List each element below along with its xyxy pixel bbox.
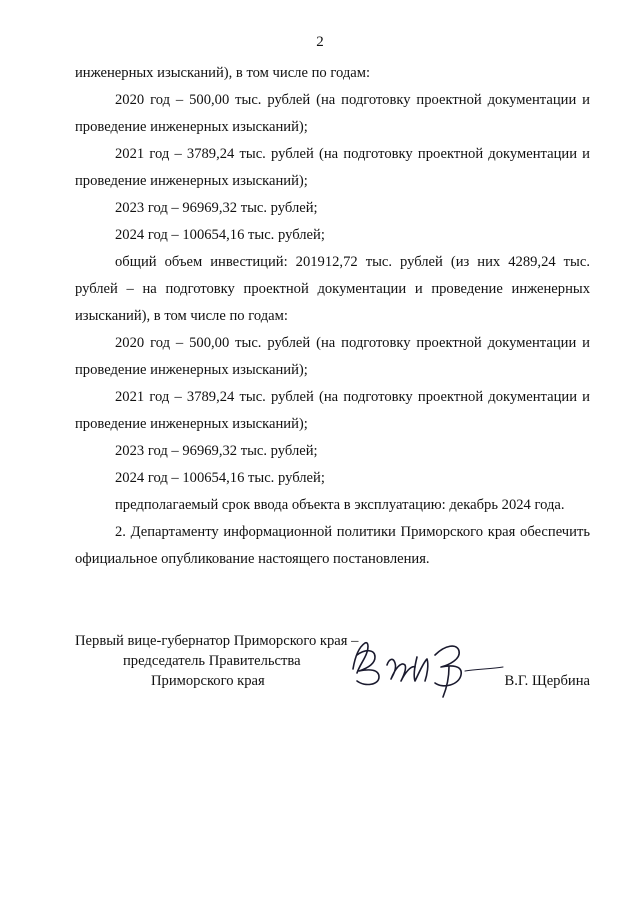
signature-block: [75, 631, 590, 711]
paragraph-2024-repeat: 2024 год – 100654,16 тыс. рублей;: [115, 470, 325, 486]
paragraph-2023: 2023 год – 96969,32 тыс. рублей;: [115, 200, 318, 216]
page-number: 2: [316, 34, 324, 50]
signatory-title-line-2: председатель Правительства: [123, 653, 301, 669]
paragraph-2021-design-repeat: 2021 год – 3789,24 тыс. рублей (на подготовку проектной документации и проведение инженерных изысканий);: [75, 389, 590, 432]
paragraph-continuation: инженерных изысканий), в том числе по годам:: [75, 65, 371, 81]
paragraph-2021-design: 2021 год – 3789,24 тыс. рублей (на подготовку проектной документации и проведение инженерных изысканий);: [75, 146, 590, 189]
paragraph-2020-design-repeat: 2020 год – 500,00 тыс. рублей (на подготовку проектной документации и проведение инженерных изысканий);: [75, 335, 590, 378]
document-body: [75, 60, 590, 573]
signature-strokes: [353, 643, 503, 697]
paragraph-2024: 2024 год – 100654,16 тыс. рублей;: [115, 227, 325, 243]
paragraph-2020-design: 2020 год – 500,00 тыс. рублей (на подготовку проектной документации и проведение инженерных изысканий);: [75, 92, 590, 135]
signatory-title-line-3: Приморского края: [151, 673, 265, 689]
signatory-title-line-1: Первый вице-губернатор Приморского края –: [75, 633, 359, 649]
paragraph-total-investment: общий объем инвестиций: 201912,72 тыс. рублей (из них 4289,24 тыс. рублей – на подготовку проектной документации и проведение инженерных изысканий), в том числе по годам:: [75, 254, 590, 324]
paragraph-publication-order: 2. Департаменту информационной политики Приморского края обеспечить официальное опубликование настоящего постановления.: [75, 524, 590, 567]
paragraph-2023-repeat: 2023 год – 96969,32 тыс. рублей;: [115, 443, 318, 459]
handwritten-signature: [345, 635, 505, 701]
signatory-name: В.Г. Щербина: [504, 673, 590, 689]
paragraph-commissioning-date: предполагаемый срок ввода объекта в эксплуатацию: декабрь 2024 года.: [115, 497, 565, 513]
